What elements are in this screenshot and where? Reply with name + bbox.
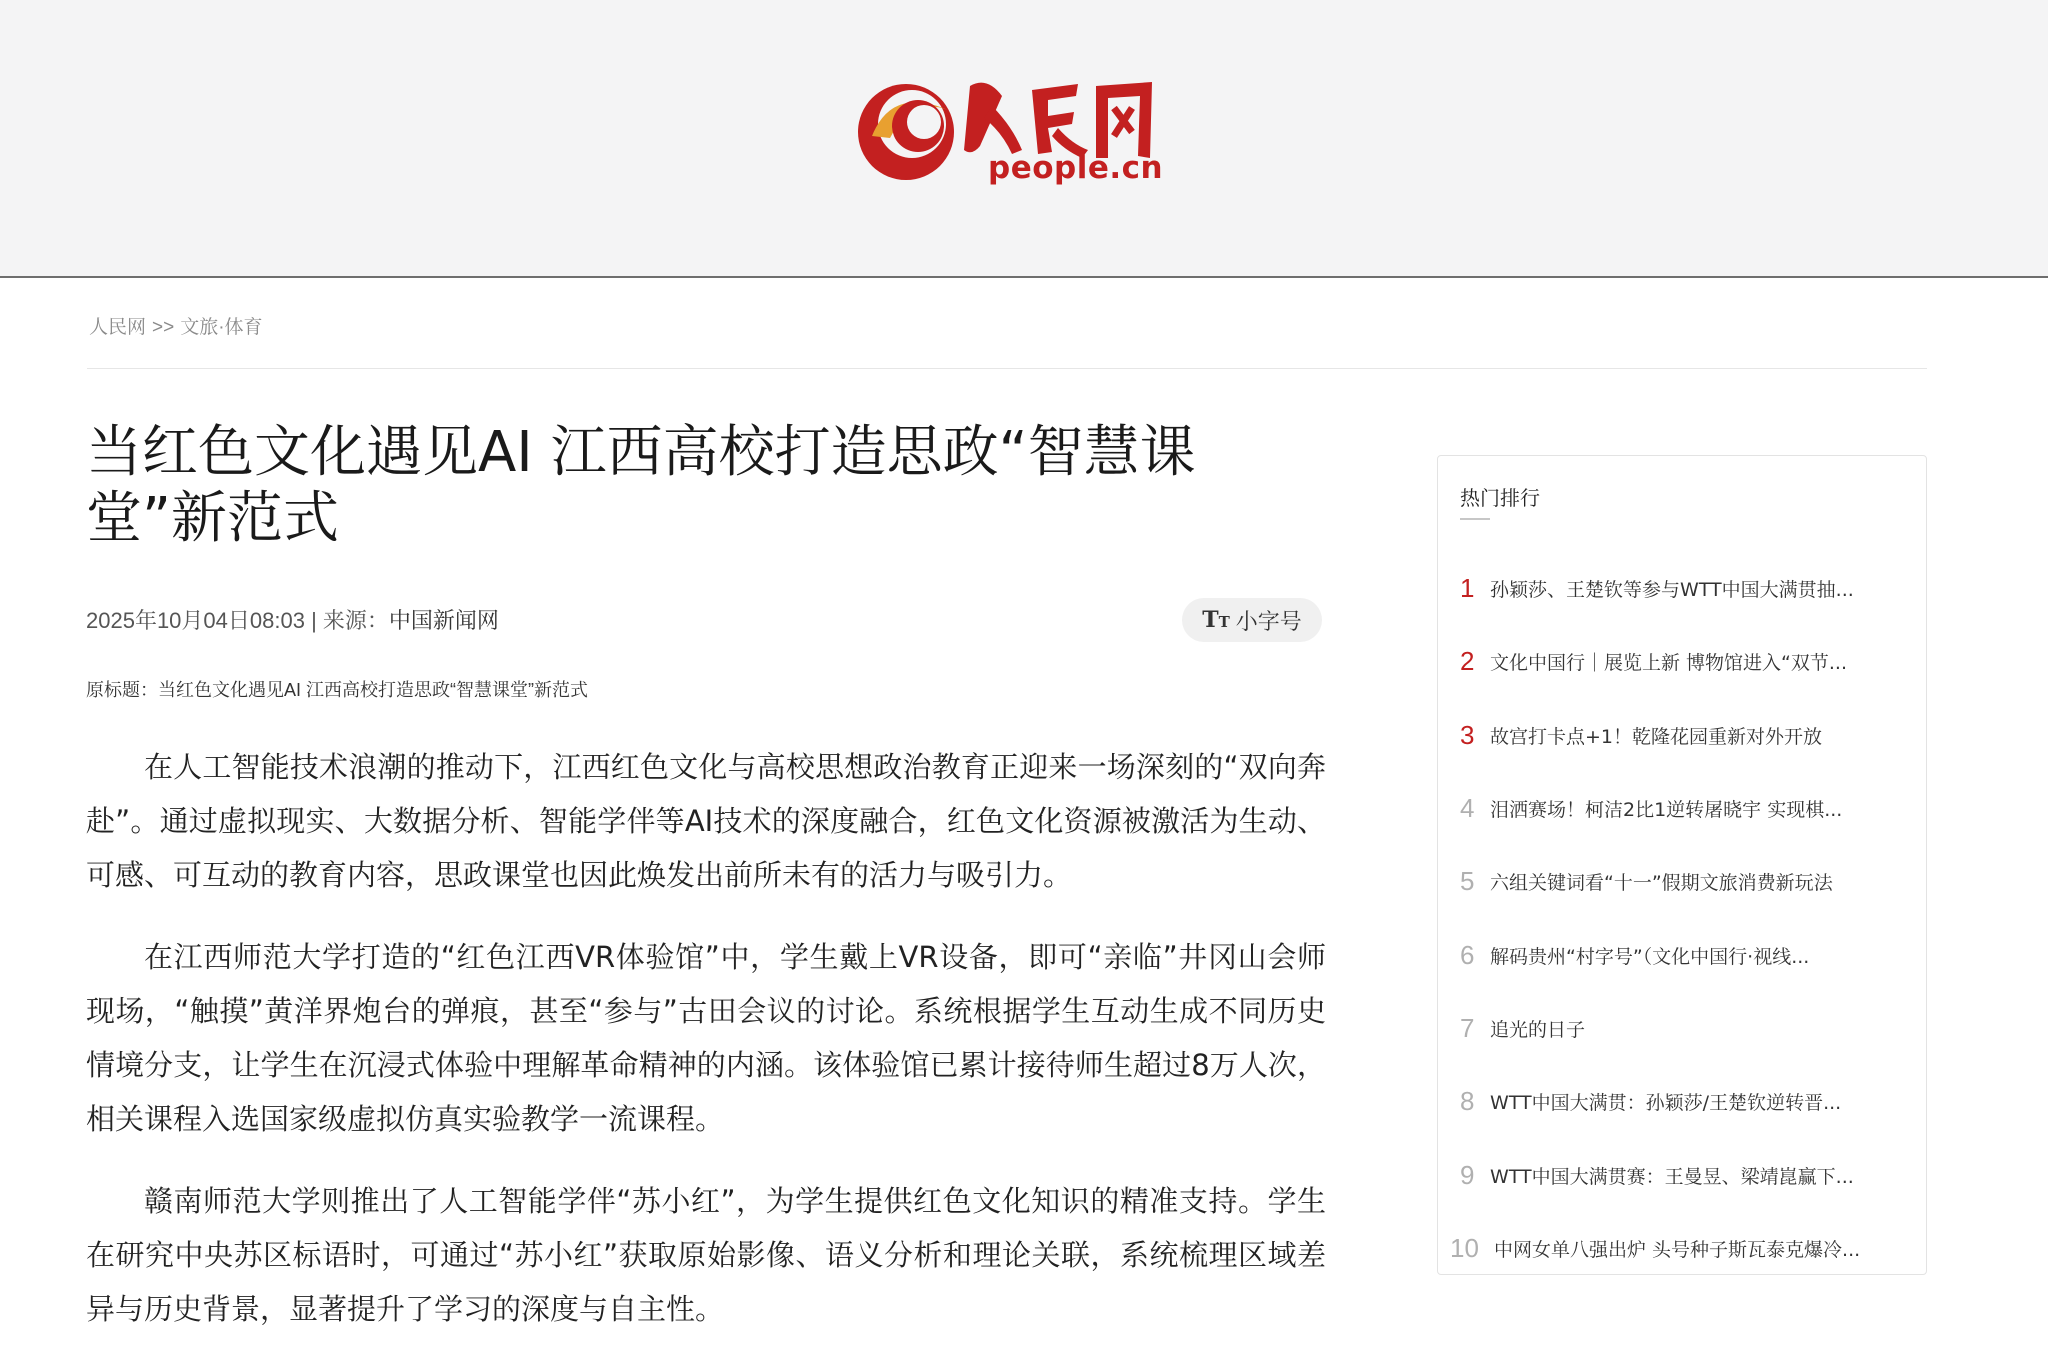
ranking-item-title[interactable]: 追光的日子: [1490, 1018, 1586, 1041]
breadcrumb-divider: [87, 368, 1927, 369]
rank-number: 1: [1460, 573, 1475, 604]
article-paragraph: 在江西师范大学打造的“红色江西VR体验馆”中，学生戴上VR设备，即可“亲临”井冈山会师现场，“触摸”黄洋界炮台的弹痕，甚至“参与”古田会议的讨论。系统根据学生互动生成不同历史情境分支，让学生在沉浸式体验中理解革命精神的内涵。该体验馆已累计接待师生超过8万人次，相关课程入选国家级虚拟仿真实验教学一流课程。: [86, 940, 1326, 1136]
hot-ranking-panel: [1437, 455, 1927, 1275]
source-label: 来源：: [322, 608, 389, 633]
ranking-item[interactable]: [1438, 772, 1928, 845]
ranking-item-title[interactable]: 故宫打卡点+1！乾隆花园重新对外开放: [1490, 725, 1823, 748]
rank-number: 8: [1460, 1086, 1475, 1117]
font-size-toggle-button[interactable]: [1182, 598, 1322, 642]
article-body: [86, 740, 1326, 1364]
ranking-item[interactable]: [1438, 552, 1928, 625]
ranking-item[interactable]: [1438, 699, 1928, 772]
ranking-item-title[interactable]: 解码贵州“村字号”（文化中国行·视线...: [1490, 945, 1810, 968]
ranking-item-title[interactable]: 泪洒赛场！柯洁2比1逆转屠晓宇 实现棋...: [1490, 799, 1843, 822]
rank-number: 7: [1460, 1012, 1475, 1043]
ranking-item-title[interactable]: 文化中国行｜展览上新 博物馆进入“双节...: [1490, 652, 1848, 675]
rank-number: 10: [1450, 1232, 1479, 1263]
rank-number: 5: [1460, 866, 1475, 897]
ranking-item[interactable]: [1438, 1065, 1928, 1138]
ranking-item[interactable]: [1438, 992, 1928, 1065]
ranking-item-title[interactable]: WTT中国大满贯赛：王曼昱、梁靖崑赢下...: [1490, 1165, 1854, 1188]
rank-number: 6: [1460, 939, 1475, 970]
ranking-item[interactable]: [1438, 845, 1928, 918]
font-size-toggle-label: 小字号: [1235, 609, 1302, 635]
ranking-item[interactable]: [1438, 918, 1928, 991]
breadcrumb: [89, 312, 269, 339]
hot-ranking-title: 热门排行: [1460, 486, 1540, 510]
ranking-item-title[interactable]: 中网女单八强出炉 头号种子斯瓦泰克爆冷...: [1494, 1238, 1861, 1261]
article-paragraph: 赣南师范大学则推出了人工智能学伴“苏小红”，为学生提供红色文化知识的精准支持。学生在研究中央苏区标语时，可通过“苏小红”获取原始影像、语义分析和理论关联，系统梳理区域差异与历史背景，显著提升了学习的深度与自主性。: [86, 1184, 1326, 1326]
hot-ranking-title-underline: [1460, 518, 1490, 520]
ranking-item-title[interactable]: 孙颖莎、王楚钦等参与WTT中国大满贯抽...: [1490, 579, 1854, 602]
ranking-item[interactable]: [1438, 625, 1928, 698]
ranking-item[interactable]: [1438, 1212, 1928, 1285]
article-title: 当红色文化遇见AI 江西高校打造思政“智慧课堂”新范式: [86, 420, 1196, 551]
rank-number: 3: [1460, 719, 1475, 750]
hot-ranking-list: [1438, 552, 1928, 1285]
ranking-item-title[interactable]: 六组关键词看“十一”假期文旅消费新玩法: [1490, 872, 1833, 895]
ranking-item[interactable]: [1438, 1138, 1928, 1211]
breadcrumb-home-link[interactable]: 人民网: [89, 317, 147, 338]
breadcrumb-separator: >>: [152, 317, 175, 338]
text-size-icon: TT: [1202, 607, 1230, 633]
article-paragraph: 在人工智能技术浪潮的推动下，江西红色文化与高校思想政治教育正迎来一场深刻的“双向奔赴”。通过虚拟现实、大数据分析、智能学伴等AI技术的深度融合，红色文化资源被激活为生动、可感、可互动的教育内容，思政课堂也因此焕发出前所未有的活力与吸引力。: [86, 750, 1326, 892]
publish-datetime: 2025年10月04日08:03: [86, 608, 305, 633]
meta-separator: |: [311, 608, 317, 633]
article-meta: [86, 604, 499, 635]
rank-number: 2: [1460, 646, 1475, 677]
logo-domain-text: people.cn: [988, 150, 1164, 186]
source-link[interactable]: 中国新闻网: [388, 608, 499, 633]
rank-number: 4: [1460, 793, 1475, 824]
original-title: 原标题：当红色文化遇见AI 江西高校打造思政“智慧课堂”新范式: [86, 680, 588, 700]
breadcrumb-section-link[interactable]: 文旅·体育: [180, 317, 263, 338]
site-header: [0, 0, 2048, 278]
ranking-item-title[interactable]: WTT中国大满贯：孙颖莎/王楚钦逆转晋...: [1490, 1092, 1842, 1115]
rank-number: 9: [1460, 1159, 1475, 1190]
